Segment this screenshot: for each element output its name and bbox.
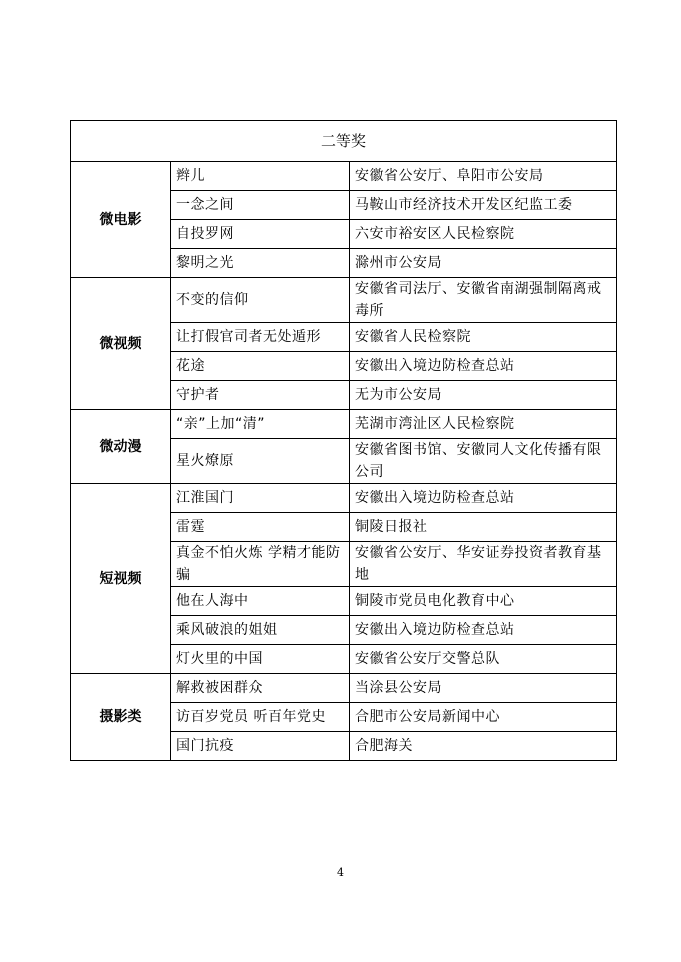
work-title: 访百岁党员 听百年党史 (171, 703, 350, 732)
title-row (71, 121, 617, 162)
unit-name: 安徽省图书馆、安徽同人文化传播有限公司 (350, 439, 617, 484)
work-title: “亲”上加“清” (171, 410, 350, 439)
unit-name: 安徽省公安厅交警总队 (350, 645, 617, 674)
work-title: 不变的信仰 (171, 278, 350, 323)
table-row (71, 484, 617, 513)
unit-name: 安徽省人民检察院 (350, 323, 617, 352)
work-title: 花途 (171, 352, 350, 381)
work-title: 一念之间 (171, 191, 350, 220)
work-title: 他在人海中 (171, 587, 350, 616)
unit-name: 合肥市公安局新闻中心 (350, 703, 617, 732)
work-title: 守护者 (171, 381, 350, 410)
unit-name: 安徽出入境边防检查总站 (350, 616, 617, 645)
category-cell: 微动漫 (71, 410, 171, 484)
unit-name: 安徽出入境边防检查总站 (350, 352, 617, 381)
unit-name: 安徽省公安厅、华安证券投资者教育基地 (350, 542, 617, 587)
unit-name: 安徽省司法厅、安徽省南湖强制隔离戒毒所 (350, 278, 617, 323)
unit-name: 无为市公安局 (350, 381, 617, 410)
table-title: 二等奖 (71, 121, 617, 162)
work-title: 真金不怕火炼 学精才能防骗 (171, 542, 350, 587)
unit-name: 安徽省公安厅、阜阳市公安局 (350, 162, 617, 191)
category-cell: 摄影类 (71, 674, 171, 761)
unit-name: 滁州市公安局 (350, 249, 617, 278)
work-title: 乘风破浪的姐姐 (171, 616, 350, 645)
category-cell: 短视频 (71, 484, 171, 674)
unit-name: 铜陵日报社 (350, 513, 617, 542)
unit-name: 合肥海关 (350, 732, 617, 761)
work-title: 雷霆 (171, 513, 350, 542)
award-table (70, 120, 617, 761)
unit-name: 马鞍山市经济技术开发区纪监工委 (350, 191, 617, 220)
unit-name: 六安市裕安区人民检察院 (350, 220, 617, 249)
category-cell: 微视频 (71, 278, 171, 410)
work-title: 江淮国门 (171, 484, 350, 513)
table-row (71, 410, 617, 439)
table-row (71, 674, 617, 703)
category-cell: 微电影 (71, 162, 171, 278)
work-title: 国门抗疫 (171, 732, 350, 761)
table-row (71, 162, 617, 191)
unit-name: 芜湖市湾沚区人民检察院 (350, 410, 617, 439)
work-title: 黎明之光 (171, 249, 350, 278)
work-title: 星火燎原 (171, 439, 350, 484)
work-title: 让打假官司者无处遁形 (171, 323, 350, 352)
work-title: 解救被困群众 (171, 674, 350, 703)
unit-name: 铜陵市党员电化教育中心 (350, 587, 617, 616)
unit-name: 当涂县公安局 (350, 674, 617, 703)
unit-name: 安徽出入境边防检查总站 (350, 484, 617, 513)
page-number: 4 (337, 866, 344, 879)
table-row (71, 278, 617, 323)
work-title: 灯火里的中国 (171, 645, 350, 674)
work-title: 辫儿 (171, 162, 350, 191)
work-title: 自投罗网 (171, 220, 350, 249)
